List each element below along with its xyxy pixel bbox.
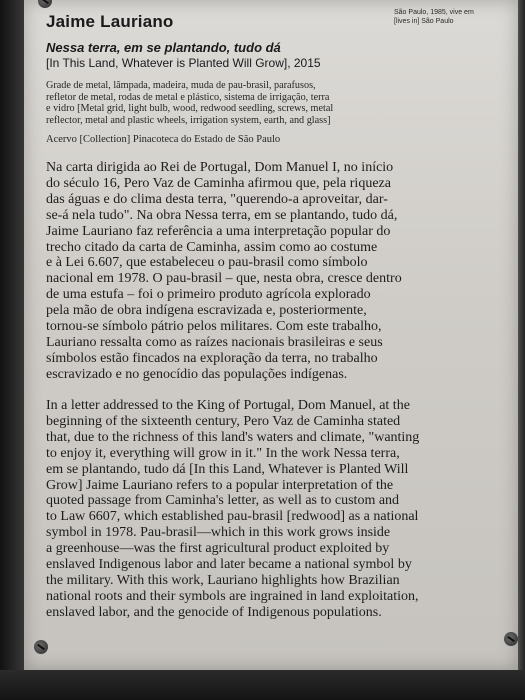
materials-line: reflector, metal and plastic wheels, irrigation system, earth, and glass] [46, 114, 331, 126]
screw-icon [38, 0, 52, 8]
text-line: to Law 6607, which established pau-brasil [redwood] as a national [46, 509, 419, 525]
text-line: enslaved labor, and the genocide of Indigenous populations. [46, 604, 382, 620]
text-line: das águas e do clima desta terra, "querendo-a aproveitar, dar- [46, 191, 388, 207]
text-line: enslaved Indigenous labor and later became a national symbol by [46, 557, 412, 573]
text-line: pela mão de obra indígena escravizada e, posteriormente, [46, 303, 367, 319]
text-line: do século 16, Pero Vaz de Caminha afirmou que, pela riqueza [46, 175, 391, 191]
artwork-title-english: [In This Land, Whatever is Planted Will Grow], 2015 [46, 56, 321, 70]
materials-list [46, 80, 516, 126]
wall-label-plaque [24, 0, 518, 670]
artist-name: Jaime Lauriano [46, 12, 174, 31]
description-english [46, 398, 516, 621]
text-line: Lauriano ressalta como as raízes nacionais brasileiras e seus [46, 334, 383, 350]
materials-line: refletor de metal, rodas de metal e plástico, sistema de irrigação, terra [46, 91, 330, 103]
text-line: symbol in 1978. Pau-brasil—which in this work grows inside [46, 525, 391, 541]
text-line: nacional em 1978. O pau-brasil – que, nesta obra, cresce dentro [46, 271, 402, 287]
text-line: símbolos estão fincados na exploração da terra, no trabalho [46, 350, 378, 366]
text-line: Grow] Jaime Lauriano refers to a popular interpretation of the [46, 477, 394, 493]
birth-line: São Paulo, 1985, vive em [394, 9, 474, 16]
text-line: trecho citado da carta de Caminha, assim como ao costume [46, 239, 378, 255]
screw-icon [504, 632, 518, 646]
text-line: e à Lei 6.607, que estabeleceu o pau-brasil como símbolo [46, 255, 368, 271]
wall-left [0, 0, 26, 700]
description-portuguese [46, 160, 516, 383]
text-line: Na carta dirigida ao Rei de Portugal, Dom Manuel I, no início [46, 160, 394, 175]
text-line: to enjoy it, everything will grow in it." In the work Nessa terra, [46, 445, 400, 461]
materials-line: Grade de metal, lâmpada, madeira, muda de pau-brasil, parafusos, [46, 80, 316, 91]
text-line: tornou-se símbolo pátrio pelos militares. Com este trabalho, [46, 319, 382, 335]
wall-right [517, 0, 525, 700]
text-line: the military. With this work, Lauriano highlights how Brazilian [46, 572, 400, 588]
text-line: de uma estufa – foi o primeiro produto agrícola explorado [46, 287, 371, 303]
text-line: Jaime Lauriano faz referência a uma interpretação popular do [46, 223, 391, 239]
artist-birth-info [394, 8, 514, 26]
collection-credit: Acervo [Collection] Pinacoteca do Estado de São Paulo [46, 134, 281, 145]
text-line: a greenhouse—was the first agricultural product exploited by [46, 541, 390, 557]
text-line: national roots and their symbols are ingrained in land exploitation, [46, 588, 419, 604]
text-line: quoted passage from Caminha's letter, as well as to custom and [46, 493, 400, 509]
text-line: em se plantando, tudo dá [In this Land, Whatever is Planted Will [46, 461, 409, 477]
floor [0, 670, 525, 700]
text-line: that, due to the richness of this land's waters and climate, "wanting [46, 429, 420, 445]
text-line: se-á nela tudo". Na obra Nessa terra, em se plantando, tudo dá, [46, 207, 398, 223]
screw-icon [34, 640, 48, 654]
text-line: In a letter addressed to the King of Portugal, Dom Manuel, at the [46, 398, 410, 413]
artwork-title-portuguese: Nessa terra, em se plantando, tudo dá [46, 40, 281, 55]
text-line: beginning of the sixteenth century, Pero Vaz de Caminha stated [46, 413, 401, 429]
birth-line: [lives in] São Paulo [394, 18, 454, 25]
materials-line: e vidro [Metal grid, light bulb, wood, redwood seedling, screws, metal [46, 103, 334, 115]
text-line: escravizado e no genocídio das populações indígenas. [46, 366, 348, 382]
